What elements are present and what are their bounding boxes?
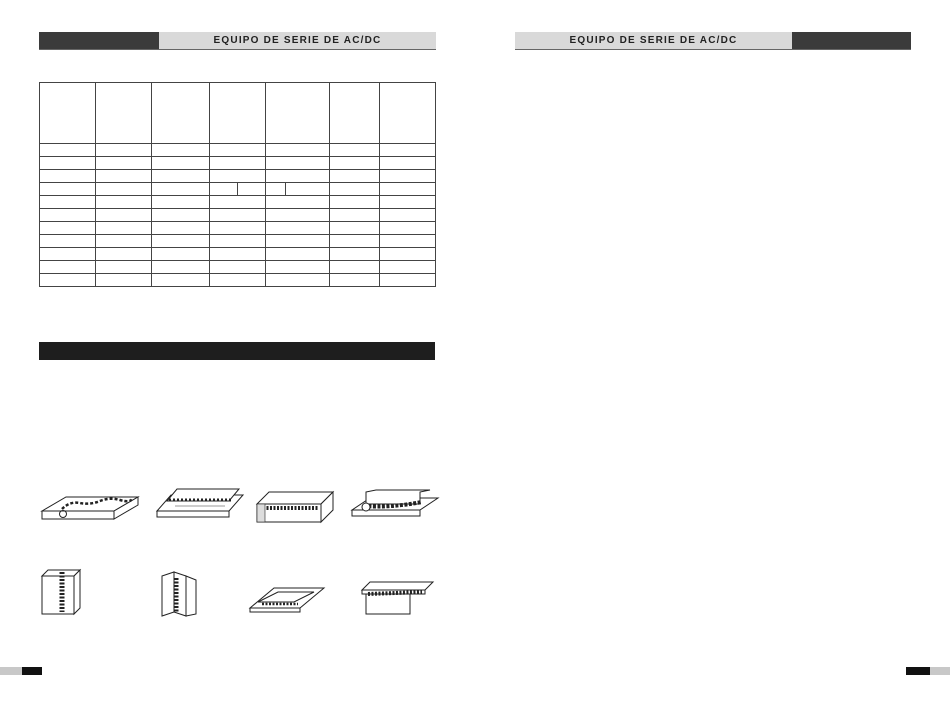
lap-weld-plate-illustration [155,487,245,523]
table-header-cell [266,83,330,144]
table-cell [96,183,152,196]
table-cell [266,274,330,287]
table-cell [380,170,436,183]
table-row [40,222,436,235]
table-cell [210,274,266,287]
table-cell [40,196,96,209]
table-header-cell [380,83,436,144]
table-cell [210,144,266,157]
table-cell [330,144,380,157]
table-cell [96,261,152,274]
table-cell [152,248,210,261]
table-cell [330,248,380,261]
flat-butt-weld-plate-illustration [40,493,140,527]
left-header-title: EQUIPO DE SERIE DE AC/DC [159,32,436,49]
table-cell [380,209,436,222]
table-cell [330,196,380,209]
table-cell [210,235,266,248]
table-header-cell [210,83,266,144]
split-cell [210,183,265,195]
table-cell [152,170,210,183]
vertical-corner-weld-illustration [160,570,200,618]
table-cell [380,248,436,261]
table-row [40,209,436,222]
table-cell [40,235,96,248]
table-header-row [40,83,436,144]
table-row [40,183,436,196]
table-cell [210,222,266,235]
table-cell [40,170,96,183]
table-row [40,144,436,157]
t-joint-fillet-weld-illustration [350,488,440,526]
table-cell [96,196,152,209]
table-cell [96,170,152,183]
table-cell [40,261,96,274]
table-cell [152,183,210,196]
table-cell [210,157,266,170]
table-cell [330,209,380,222]
table-cell [210,209,266,222]
table-cell [40,222,96,235]
table-row [40,157,436,170]
table-cell [380,235,436,248]
table-cell [152,209,210,222]
table-header-cell [40,83,96,144]
table-row [40,248,436,261]
right-page-header [515,32,911,50]
table-row [40,196,436,209]
table-cell [96,248,152,261]
table-cell [380,261,436,274]
table-cell [266,222,330,235]
table-cell [210,261,266,274]
table-cell [152,261,210,274]
table-cell [330,222,380,235]
overhead-fillet-weld-illustration [360,580,435,616]
table-cell [330,235,380,248]
vertical-butt-weld-illustration [40,568,82,616]
table-cell [210,248,266,261]
table-cell [266,261,330,274]
table-cell [380,196,436,209]
table-cell [380,183,436,196]
table-cell [96,274,152,287]
table-cell [40,274,96,287]
table-cell [266,248,330,261]
table-cell [152,235,210,248]
table-cell [330,157,380,170]
table-cell [40,248,96,261]
table-cell [40,144,96,157]
table-header-cell [330,83,380,144]
table-cell [210,183,266,196]
table-cell [380,222,436,235]
table-cell [210,170,266,183]
table-row [40,170,436,183]
table-cell [380,274,436,287]
spec-table [39,82,436,287]
fillet-weld-beam-illustration [255,490,335,524]
table-cell [210,196,266,209]
left-page-corner-tab [0,667,42,675]
table-cell [266,235,330,248]
overhead-lap-weld-illustration [248,584,326,616]
table-cell [266,157,330,170]
table-cell [96,144,152,157]
section-title-bar [39,342,435,360]
left-page-header [39,32,436,50]
table-cell [380,157,436,170]
table-header-cell [152,83,210,144]
table-cell [152,144,210,157]
header-dark-block [39,32,159,49]
table-header-cell [96,83,152,144]
table-cell [40,183,96,196]
table-cell [40,157,96,170]
table-row [40,235,436,248]
table-cell [266,170,330,183]
table-cell [96,209,152,222]
table-cell [152,196,210,209]
table-cell [330,170,380,183]
split-cell [266,183,329,195]
header-dark-block [792,32,911,49]
right-header-title: EQUIPO DE SERIE DE AC/DC [515,32,792,49]
table-cell [96,222,152,235]
table-row [40,261,436,274]
table-cell [266,196,330,209]
table-row [40,274,436,287]
table-cell [266,144,330,157]
table-cell [380,144,436,157]
table-cell [330,274,380,287]
table-cell [266,183,330,196]
table-cell [152,274,210,287]
table-cell [152,157,210,170]
table-cell [40,209,96,222]
table-cell [96,235,152,248]
table-cell [152,222,210,235]
table-cell [96,157,152,170]
table-cell [266,209,330,222]
table-cell [330,261,380,274]
table-cell [330,183,380,196]
right-page-corner-tab [906,667,950,675]
